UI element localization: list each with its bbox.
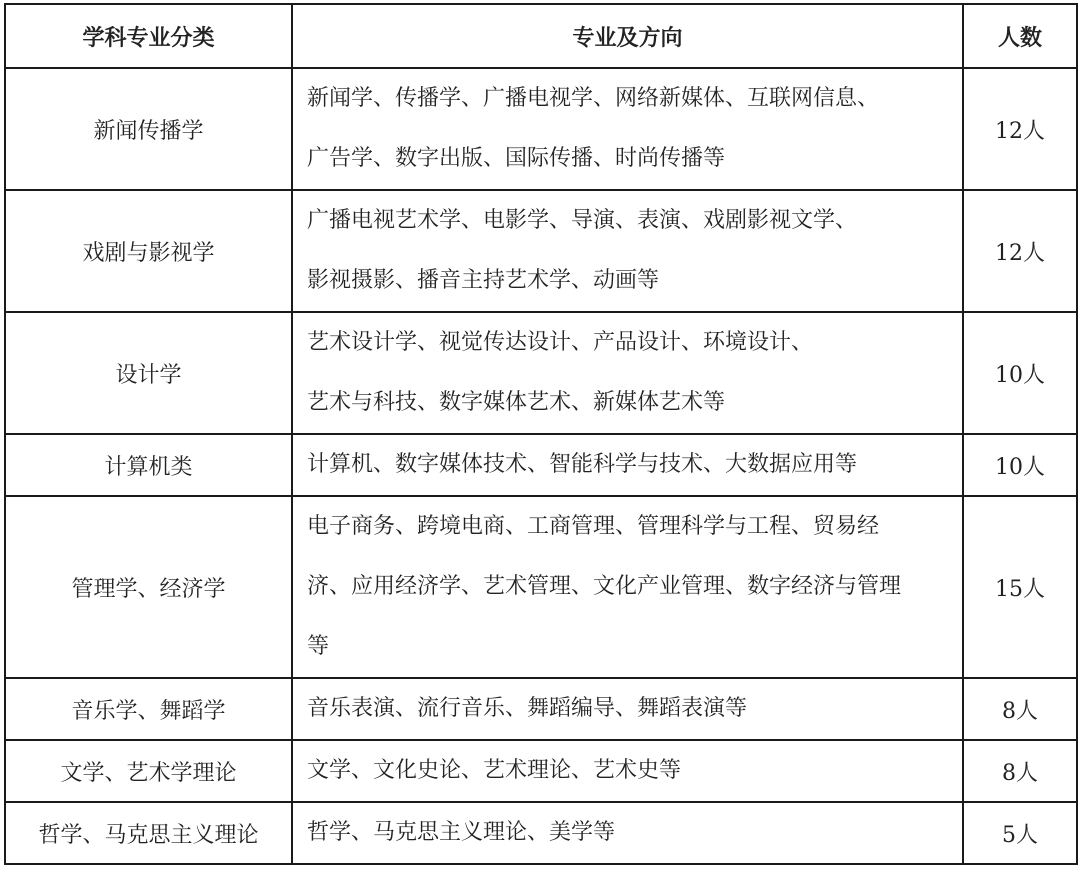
count-cell: 10人 xyxy=(963,434,1077,496)
directions-cell xyxy=(292,740,963,802)
table-row xyxy=(5,496,1077,678)
header-count: 人数 xyxy=(963,4,1077,68)
directions-cell xyxy=(292,312,963,434)
category-cell: 设计学 xyxy=(5,312,292,434)
directions-line: 广播电视艺术学、电影学、导演、表演、戏剧影视文学、 xyxy=(307,208,858,233)
category-cell: 哲学、马克思主义理论 xyxy=(5,802,292,864)
header-directions: 专业及方向 xyxy=(292,4,963,68)
category-cell: 新闻传播学 xyxy=(5,68,292,190)
directions-line: 哲学、马克思主义理论、美学等 xyxy=(307,820,616,845)
directions-cell xyxy=(292,496,963,678)
directions-cell xyxy=(292,68,963,190)
directions-cell xyxy=(292,434,963,496)
directions-line: 影视摄影、播音主持艺术学、动画等 xyxy=(307,268,660,293)
directions-line: 文学、文化史论、艺术理论、艺术史等 xyxy=(307,758,682,783)
table-row xyxy=(5,68,1077,190)
directions-line: 济、应用经济学、艺术管理、文化产业管理、数字经济与管理 xyxy=(307,574,902,599)
directions-line: 音乐表演、流行音乐、舞蹈编导、舞蹈表演等 xyxy=(307,696,748,721)
category-cell: 戏剧与影视学 xyxy=(5,190,292,312)
directions-line: 电子商务、跨境电商、工商管理、管理科学与工程、贸易经 xyxy=(307,514,880,539)
category-cell: 管理学、经济学 xyxy=(5,496,292,678)
count-cell: 15人 xyxy=(963,496,1077,678)
count-cell: 10人 xyxy=(963,312,1077,434)
directions-cell xyxy=(292,190,963,312)
directions-line: 等 xyxy=(307,634,330,659)
directions-cell xyxy=(292,678,963,740)
directions-line: 艺术设计学、视觉传达设计、产品设计、环境设计、 xyxy=(307,330,814,355)
table-header-row xyxy=(5,4,1077,68)
table-row xyxy=(5,434,1077,496)
majors-table xyxy=(4,3,1078,865)
header-category: 学科专业分类 xyxy=(5,4,292,68)
count-cell: 8人 xyxy=(963,740,1077,802)
table-row xyxy=(5,740,1077,802)
count-cell: 8人 xyxy=(963,678,1077,740)
category-cell: 文学、艺术学理论 xyxy=(5,740,292,802)
directions-cell xyxy=(292,802,963,864)
count-cell: 12人 xyxy=(963,68,1077,190)
category-cell: 音乐学、舞蹈学 xyxy=(5,678,292,740)
directions-line: 艺术与科技、数字媒体艺术、新媒体艺术等 xyxy=(307,390,726,415)
table-row xyxy=(5,312,1077,434)
directions-line: 计算机、数字媒体技术、智能科学与技术、大数据应用等 xyxy=(307,452,858,477)
count-cell: 5人 xyxy=(963,802,1077,864)
directions-line: 新闻学、传播学、广播电视学、网络新媒体、互联网信息、 xyxy=(307,86,880,111)
table-row xyxy=(5,802,1077,864)
table-row xyxy=(5,678,1077,740)
directions-line: 广告学、数字出版、国际传播、时尚传播等 xyxy=(307,146,726,171)
count-cell: 12人 xyxy=(963,190,1077,312)
table-row xyxy=(5,190,1077,312)
category-cell: 计算机类 xyxy=(5,434,292,496)
